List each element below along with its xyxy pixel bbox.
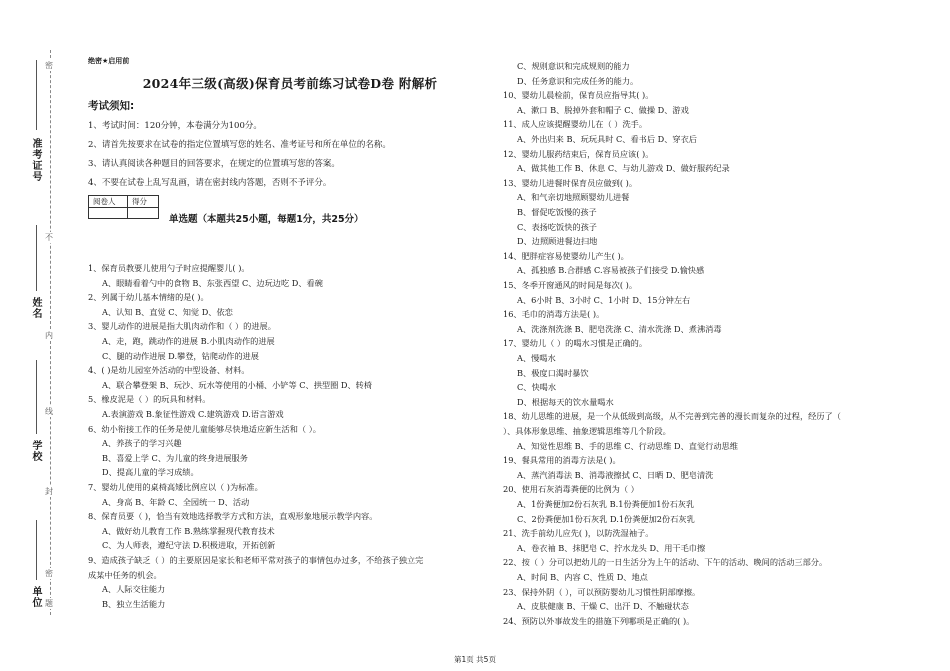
question-line: 17、婴幼儿（ ）的喝水习惯是正确的。 [503,338,648,349]
answer-options: B、极度口渴时暴饮 [517,367,589,378]
unit-underline [36,520,37,580]
answer-options: A、孤独感 B.合群感 C.容易被孩子们接受 D.愉快感 [517,265,705,276]
question-line: 8、保育员要（ )，恰当有效地选择教学方式和方法，直观形象地展示教学内容。 [88,511,378,522]
unit-label: 单位 [30,586,41,608]
question-line: 6、幼小衔接工作的任务是使儿童能够尽快地适应新生活和（ ）。 [88,423,321,434]
answer-options: A、漱口 B、脱掉外套和帽子 C、做操 D、游戏 [517,104,689,115]
question-line: 20、使用石灰消毒粪便的比例为（ ） [503,484,639,495]
answer-options: C、快喝水 [517,382,557,393]
answer-options: B、喜爱上学 C、为儿童的终身进展服务 [102,452,248,463]
answer-options: A、知觉性思维 B、手的思维 C、行动思维 D、直觉行动思维 [517,440,738,451]
question-line: 3、婴儿动作的进展是指大肌肉动作和（ ）的进展。 [88,321,276,332]
answer-options: B、督促吃饭慢的孩子 [517,207,597,217]
answer-options: A、走，跑，跳动作的进展 B.小肌肉动作的进展 [102,336,275,346]
question-line: 21、洗手前幼儿应先( )，以防洗湿袖子。 [503,528,654,539]
question-line: 16、毛巾的消毒方法是( )。 [503,309,605,320]
answer-options: A、认知 B、直觉 C、知觉 D、依恋 [102,306,233,317]
answer-options: A、身高 B、年龄 C、全园统一 D、活动 [102,496,250,507]
binding-margin [0,0,80,671]
seal-char: 密 [45,61,53,70]
score-table-grader-cell[interactable] [89,208,128,219]
page-footer: 第1页 共5页 [454,655,496,664]
answer-options: A、蒸汽消毒法 B、消毒液擦拭 C、日晒 D、肥皂清洗 [517,469,714,480]
name-label: 姓名 [30,297,41,319]
answer-options: D、任务意识和完成任务的能力。 [517,75,639,86]
question-line: 10、婴幼儿晨检前，保育员应指导其( )。 [503,90,654,101]
score-table [88,195,159,219]
seal-char: 线 [45,407,53,416]
answer-options: D、边照顾进餐边扫地 [517,236,598,247]
name-underline [36,225,37,291]
document-title: 2024年三级(高级)保育员考前练习试卷D卷 附解析 [142,76,438,91]
answer-options: A、慢喝水 [517,353,556,363]
question-line: 19、餐具常用的消毒方法是( )。 [503,455,621,466]
question-line: 24、预防以外事故发生的措施下列哪项是正确的( )。 [503,615,695,626]
seal-char: 不 [45,233,53,242]
answer-options: A、6小时 B、3小时 C、1小时 D、15分钟左右 [517,294,691,305]
question-line: 4、( )是幼儿园室外活动的中型设备、材料。 [88,365,250,376]
answer-options: A、做其他工作 B、休息 C、与幼儿游戏 D、做好服药纪录 [517,163,730,174]
answer-options: A、和气亲切地照顾婴幼儿进餐 [517,192,630,203]
answer-options: A、人际交往能力 [102,584,166,595]
answer-options: A、卷衣袖 B、抹肥皂 C、拧水龙头 D、用干毛巾擦 [517,542,706,553]
answer-options: C、为人师表，遵纪守法 D.积极进取，开拓创新 [102,540,276,551]
answer-options: A、联合攀登架 B、玩沙、玩水等使用的小桶、小铲等 C、拱型圈 D、转椅 [102,379,373,390]
question-line: 2、列属于幼儿基本情绪的是( )。 [88,292,209,303]
notice-item: 2、请首先按要求在试卷的指定位置填写您的姓名、准考证号和所在单位的名称。 [88,140,391,150]
question-line: 22、按（ ）分可以把幼儿的一日生活分为上午的活动、下午的活动、晚间的活动三部分。 [503,557,828,568]
answer-options: D、提高儿童的学习成绩。 [102,467,199,478]
seal-char: 题 [45,599,53,608]
school-label: 学校 [30,440,41,462]
score-table-score-cell[interactable] [128,208,159,219]
answer-options: C、2份粪便加1份石灰乳 D.1份粪便加2份石灰乳 [517,513,695,524]
answer-options: A、皮肤健康 B、干燥 C、出汗 D、不触碰状态 [517,601,689,612]
score-table-grader-header: 阅卷人 [89,196,128,208]
answer-options: A、1份粪便加2份石灰乳 B.1份粪便加1份石灰乳 [517,499,695,509]
notice-item: 3、请认真阅读各种题目的回答要求，在规定的位置填写您的答案。 [88,159,340,169]
answer-options: A、时间 B、内容 C、性质 D、地点 [517,572,648,582]
answer-options: A、外出归来 B、玩玩具时 C、看书后 D、穿衣后 [517,134,697,144]
notice-item: 4、不要在试卷上乱写乱画，请在密封线内答题，否则不予评分。 [88,178,332,188]
question-line: 14、肥胖症容易使婴幼儿产生( )。 [503,250,629,261]
seal-char: 内 [45,331,53,340]
question-line: 13、婴幼儿进餐时保育员应做到( )。 [503,177,638,188]
question-line: 9、造成孩子缺乏（ ）的主要原因是家长和老师平常对孩子的事情包办过多，不给孩子独立完 [88,555,424,565]
seal-char: 封 [45,487,53,496]
secret-mark: 绝密★启用前 [88,57,130,65]
answer-options: C、规则意识和完成规则的能力 [517,61,630,71]
notice-heading: 考试须知: [88,100,135,112]
question-line: 12、婴幼儿服药结束后，保育员应该( )。 [503,148,654,159]
question-line: ）、具体形象思维、抽象逻辑思维等几个阶段。 [503,426,671,436]
answer-options: B、独立生活能力 [102,598,166,609]
answer-options: A、眼睛看着勺中的食物 B、东张西望 C、边玩边吃 D、看碗 [102,277,323,288]
section-title: 单选题（本题共25小题，每题1分，共25分） [169,214,364,225]
score-table-score-header: 得分 [128,196,159,208]
question-line: 15、冬季开窗通风的时间是每次( )。 [503,280,638,290]
question-line: 18、幼儿思维的进展，是一个从低级到高级，从不完善到完善的漫长而复杂的过程，经历了（ [503,411,841,422]
school-underline [36,360,37,434]
question-line: 5、橡皮泥是（ ）的玩具和材料。 [88,394,211,405]
question-line: 7、婴幼儿使用的桌椅高矮比例应以（ )为标准。 [88,482,263,492]
answer-options: A、做好幼儿教育工作 B.熟练掌握现代教育技术 [102,525,275,536]
seal-char: 密 [45,569,53,578]
question-line: 23、保持外阴（ ），可以预防婴幼儿习惯性阴部摩擦。 [503,586,701,597]
answer-options: A、洗涤剂洗涤 B、肥皂洗涤 C、清水洗涤 D、煮沸消毒 [517,323,722,334]
answer-options: D、根据每天的饮水量喝水 [517,396,614,407]
answer-options: A.表演游戏 B.象征性游戏 C.建筑游戏 D.语言游戏 [102,409,284,419]
answer-options: C、腿的动作进展 D.攀登，钻爬动作的进展 [102,350,259,361]
question-line: 1、保育员教要儿使用勺子时应提醒婴儿( )。 [88,263,250,273]
exam-number-label: 准考证号 [30,138,41,182]
answer-options: C、表扬吃饭快的孩子 [517,221,597,232]
answer-options: A、养孩子的学习兴趣 [102,438,182,449]
notice-item: 1、考试时间：120分钟，本卷满分为100分。 [88,121,262,131]
question-line: 11、成人应该提醒婴幼儿在（ ）洗手。 [503,119,648,130]
question-line: 成某中任务的机会。 [88,569,162,580]
exam-number-underline [36,60,37,130]
